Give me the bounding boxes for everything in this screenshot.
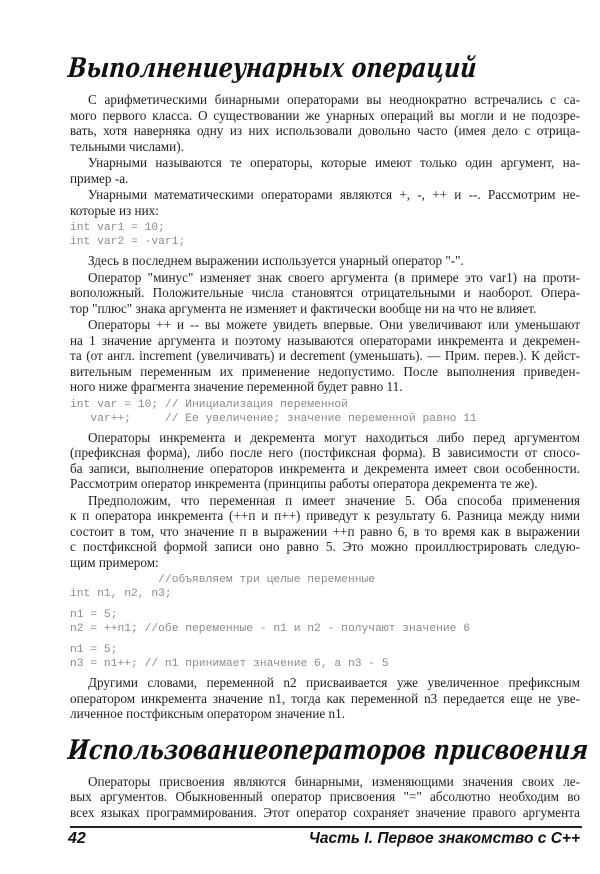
code-block	[70, 398, 580, 426]
text-line: та (от англ. increment (увеличивать) и decrement (уменьшать). — Прим. перев.). К дейст-	[70, 348, 580, 363]
text-line: мого первого класса. О существовании же унарных операций вы могли и не подозре-	[70, 107, 580, 123]
text-line: личенное постфиксным оператором значение n1.	[70, 706, 346, 721]
section-heading-assignment-operators: Использованиеоператоров присвоения	[66, 734, 590, 766]
footer-rule	[70, 826, 582, 828]
code-line	[70, 601, 580, 608]
code-line: n1 = 5;	[70, 609, 118, 621]
text-line: Здесь в последнем выражении используется унарный оператор "-".	[88, 253, 464, 268]
page-body	[66, 52, 590, 821]
text-line: С арифметическими бинарными операторами вы неоднократно встречались с са-	[88, 92, 580, 107]
text-line: ного ниже фрагмента значение переменной будет равно 11.	[70, 379, 403, 394]
text-line: Операторы инкремента и декремента могут находиться либо перед аргументом	[88, 429, 580, 445]
code-line: //объявляем три целые переменные	[70, 574, 376, 586]
text-line: Унарными математическими операторами являются +, -, ++ и --. Рассмотрим не-	[88, 187, 580, 202]
text-line: вительным переменным их применение недопустимо. После выполнения приведен-	[70, 363, 580, 379]
text-line: вых аргументов. Обыкновенный оператор присвоения "=" абсолютно необходим во	[70, 789, 580, 804]
text-line: (префиксная форма), либо после него (постфиксная форма). В зависимости от спосо-	[70, 445, 580, 460]
paragraph	[70, 253, 580, 269]
text-line: ба записи, выполнение операторов инкремента и декремента имеет свои особенности.	[70, 460, 580, 476]
text-line: всех языках программирования. Этот оператор сохраняет значение правого аргумента	[70, 804, 580, 820]
text-line: Рассмотрим оператор инкремента (принципы работы оператора декремента те же).	[70, 476, 538, 491]
text-line: Предположим, что переменная п имеет значение 5. Оба способа применения	[88, 492, 580, 508]
text-line: состоит в том, что значение п в выражении ++п равно 6, в то время как в выражении	[70, 523, 580, 539]
code-line	[70, 636, 580, 643]
text-line: Операторы присвоения являются бинарными, изменяющими значения своих ле-	[88, 773, 580, 789]
paragraph	[70, 675, 580, 722]
text-line: пример -a.	[70, 170, 129, 186]
paragraph	[70, 92, 580, 154]
section-heading-unary-operations: Выполнениеунарных операций	[66, 53, 478, 84]
text-line: к п оператора инкремента (++п и п++) приведут к результату 6. Разница между ними	[70, 508, 580, 523]
text-line: вать, хотя наверняка одну из них использовали довольно часто (имея дело с отрица-	[70, 123, 580, 138]
text-line: Унарными называются те операторы, которые имеют только один аргумент, на-	[88, 155, 580, 170]
code-line: n2 = ++n1; //обе переменные - n1 и n2 - получают значение 6	[70, 623, 470, 635]
code-line: int var2 = -var1;	[70, 236, 186, 248]
text-line: на 1 значение аргумента и поэтому называются операторами инкремента и декремен-	[70, 332, 580, 348]
text-line: Оператор "минус" изменяет знак своего аргумента (в примере это var1) на проти-	[88, 269, 580, 285]
paragraph	[70, 270, 580, 317]
code-line: int n1, n2, n3;	[70, 588, 172, 600]
paragraph	[70, 493, 580, 571]
code-line: int var1 = 10;	[70, 222, 165, 234]
code-line: var++; // Ее увеличение; значение переменной равно 11	[70, 412, 477, 425]
code-line: n3 = n1++; // n1 принимает значение 6, а n3 - 5	[70, 658, 389, 670]
running-footer-chapter: Часть I. Первое знакомство с C++	[308, 830, 580, 847]
text-line: тор "плюс" знака аргумента не изменяет и фактически вообще ни на что не влияет.	[70, 300, 537, 316]
text-line: оператором инкремента значение n1, тогда как переменной n3 передается еще не уве-	[70, 690, 580, 706]
text-line: которые из них:	[70, 202, 159, 218]
paragraph	[70, 155, 580, 186]
paragraph	[70, 430, 580, 492]
code-block	[70, 573, 580, 671]
code-line: int var = 10; // Инициализация переменной	[70, 398, 348, 411]
page-number: 42	[68, 830, 86, 847]
paragraph	[70, 317, 580, 395]
text-line: с постфиксной формой записи оно равно 5. Это можно проиллюстрировать следую-	[70, 539, 580, 554]
text-line: Другими словами, переменной n2 присваивается уже увеличенное префиксным	[88, 675, 580, 690]
paragraph	[70, 774, 580, 821]
code-block	[70, 221, 580, 249]
text-line: щим примером:	[70, 554, 159, 570]
text-line: тельными числами).	[70, 138, 184, 154]
code-line: n1 = 5;	[70, 644, 118, 656]
text-line: Операторы ++ и -- вы можете увидеть впервые. Они увеличивают или уменьшают	[88, 317, 580, 332]
paragraph	[70, 187, 580, 218]
text-line: воположный. Положительные числа становятся отрицательными и наоборот. Опера-	[70, 285, 580, 300]
